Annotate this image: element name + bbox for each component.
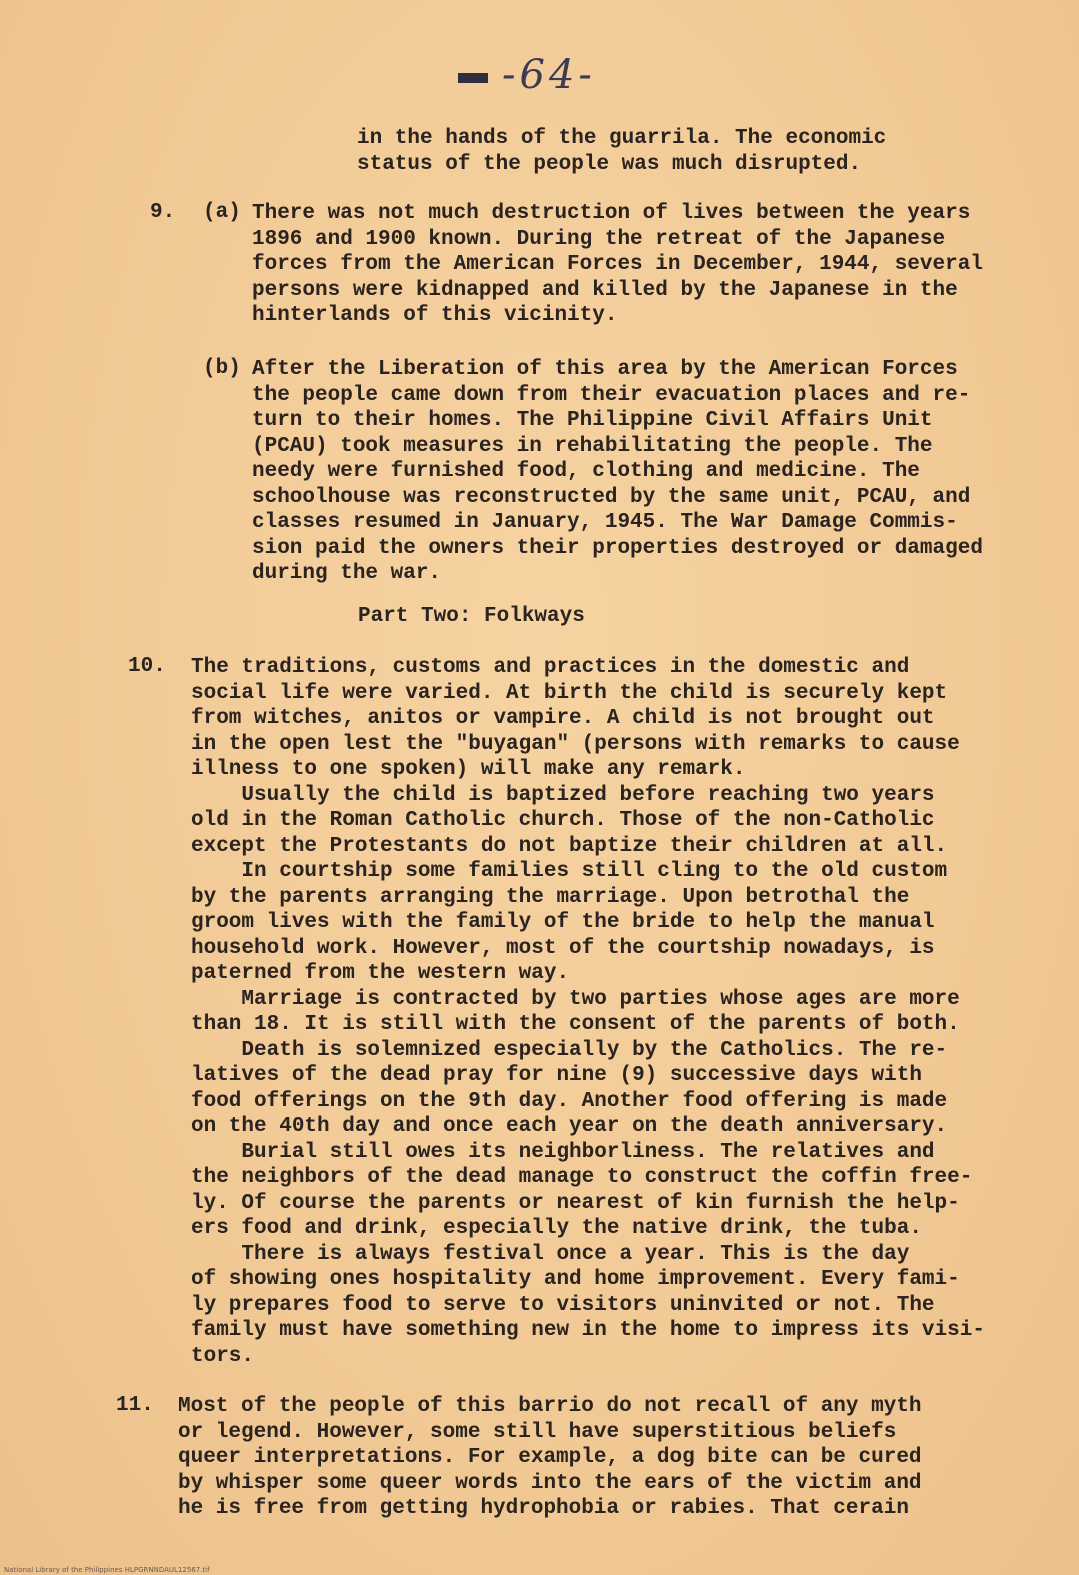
text-line: hinterlands of this vicinity. [252, 304, 618, 327]
section-number-10: 10. [128, 655, 166, 678]
text-line: family must have something new in the home to impress its visi- [191, 1319, 985, 1342]
text-line: There is always festival once a year. This is the day [191, 1242, 910, 1266]
text-line: illness to one spoken) will make any remark. [191, 758, 746, 781]
text-line: groom lives with the family of the bride to help the manual [191, 911, 935, 934]
text-line: or legend. However, some still have superstitious beliefs [178, 1420, 897, 1444]
text-line: (PCAU) took measures in rehabilitating the people. The [252, 434, 933, 458]
text-line: Most of the people of this barrio do not recall of any myth [178, 1395, 922, 1418]
page-number [458, 52, 596, 98]
item-label-b: (b) [203, 357, 241, 380]
text-line: ers food and drink, especially the native drink, the tuba. [191, 1217, 922, 1240]
section-number-11: 11. [116, 1394, 154, 1417]
section-number-9: 9. [150, 201, 176, 224]
text-line: the people came down from their evacuation places and re- [252, 383, 971, 407]
text-line: status of the people was much disrupted. [357, 152, 862, 176]
text-line: household work. However, most of the courtship nowadays, is [191, 936, 935, 960]
text-line: of showing ones hospitality and home improvement. Every fami- [191, 1268, 960, 1291]
text-line: tors. [191, 1344, 255, 1368]
text-line: turn to their homes. The Philippine Civil Affairs Unit [252, 409, 933, 432]
text-line: queer interpretations. For example, a dog bite can be cured [178, 1446, 922, 1469]
text-line: The traditions, customs and practices in the domestic and [191, 656, 910, 679]
text-line: old in the Roman Catholic church. Those of the non-Catholic [191, 809, 935, 832]
text-line: latives of the dead pray for nine (9) successive days with [191, 1064, 922, 1087]
text-line: from witches, anitos or vampire. A child is not brought out [191, 707, 935, 730]
part-heading: Part Two: Folkways [358, 605, 585, 628]
text-line: After the Liberation of this area by the American Forces [252, 358, 958, 381]
section-10-paragraph [191, 655, 985, 1369]
text-line: during the war. [252, 562, 442, 585]
section-9a-paragraph [252, 201, 983, 329]
section-11-paragraph [178, 1394, 922, 1522]
text-line: 1896 and 1900 known. During the retreat of the Japanese [252, 227, 946, 251]
text-line: Usually the child is baptized before reaching two years [191, 783, 935, 807]
text-line: by whisper some queer words into the ears of the victim and [178, 1471, 922, 1495]
text-line: Burial still owes its neighborliness. The relatives and [191, 1140, 935, 1164]
text-line: food offerings on the 9th day. Another food offering is made [191, 1089, 948, 1113]
text-line: Death is solemnized especially by the Catholics. The re- [191, 1038, 948, 1062]
text-line: In courtship some families still cling to the old custom [191, 860, 948, 883]
text-line: than 18. It is still with the consent of the parents of both. [191, 1013, 960, 1036]
text-line: ly prepares food to serve to visitors uninvited or not. The [191, 1293, 935, 1317]
text-line: by the parents arranging the marriage. Upon betrothal the [191, 885, 910, 909]
struck-out-number-mark [458, 73, 488, 83]
item-label-a: (a) [203, 201, 241, 224]
text-line: ly. Of course the parents or nearest of kin furnish the help- [191, 1191, 960, 1215]
archive-footer: National Library of the Philippines HLPGRNNDAUL12567.tif [4, 1566, 210, 1574]
text-line: sion paid the owners their properties destroyed or damaged [252, 536, 983, 560]
text-line: forces from the American Forces in December, 1944, several [252, 253, 983, 276]
intro-paragraph [357, 126, 886, 177]
text-line: needy were furnished food, clothing and medicine. The [252, 460, 920, 483]
text-line: on the 40th day and once each year on the death anniversary. [191, 1115, 948, 1138]
text-line: in the open lest the "buyagan" (persons with remarks to cause [191, 732, 960, 756]
text-line: Marriage is contracted by two parties whose ages are more [191, 987, 960, 1011]
text-line: the neighbors of the dead manage to construct the coffin free- [191, 1166, 973, 1189]
section-9b-paragraph [252, 357, 983, 587]
text-line: in the hands of the guarrila. The economic [357, 127, 887, 150]
text-line: paterned from the western way. [191, 962, 570, 985]
text-line: except the Protestants do not baptize their children at all. [191, 834, 948, 858]
text-line: social life were varied. At birth the child is securely kept [191, 681, 948, 705]
text-line: There was not much destruction of lives between the years [252, 202, 971, 225]
text-line: he is free from getting hydrophobia or rabies. That cerain [178, 1497, 909, 1520]
handwritten-page-number: -64- [502, 52, 596, 98]
text-line: persons were kidnapped and killed by the Japanese in the [252, 278, 958, 302]
text-line: schoolhouse was reconstructed by the same unit, PCAU, and [252, 485, 971, 509]
text-line: classes resumed in January, 1945. The War Damage Commis- [252, 511, 958, 534]
